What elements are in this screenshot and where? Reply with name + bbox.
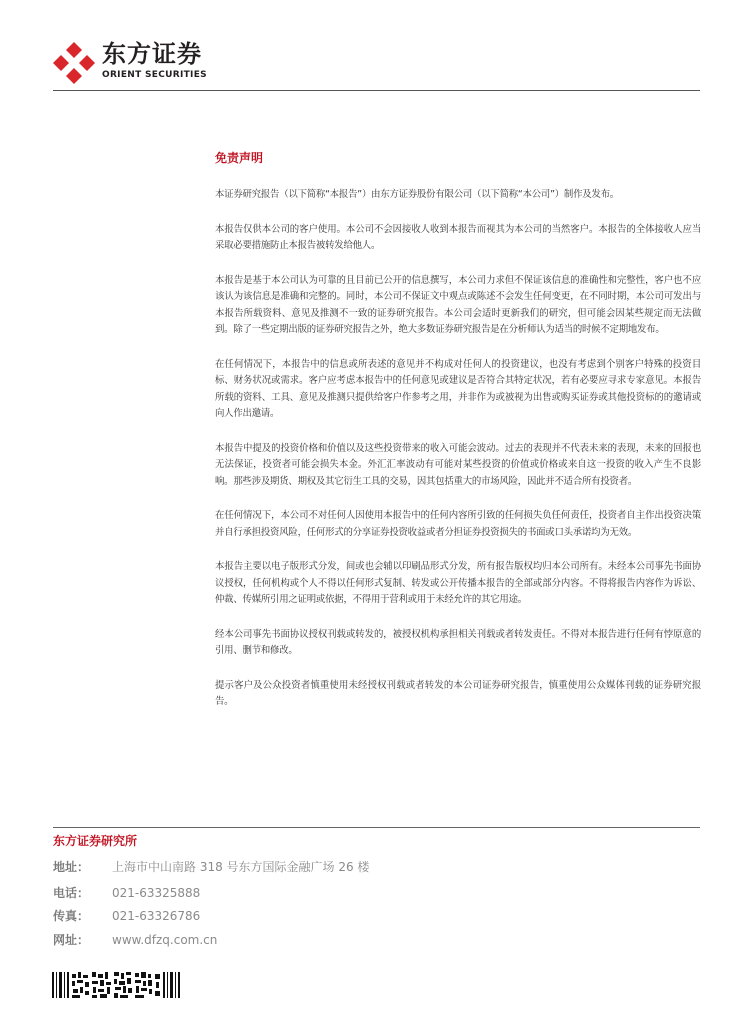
contact-value: 上海市中山南路 318 号东方国际金融广场 26 楼 [112, 860, 370, 874]
disclaimer-paragraph: 本报告主要以电子版形式分发，间或也会辅以印刷品形式分发，所有报告版权均归本公司所有。未经本公司事先书面协议授权，任何机构或个人不得以任何形式复制、转发或公开传播本报告的全部或部分内容。不得将报告内容作为诉讼、仲裁、传媒所引用之证明或依据，不得用于营利或用于未经允许的其它用途。 [215, 561, 701, 605]
contact-phone [53, 883, 553, 903]
header-divider [53, 90, 700, 91]
orient-securities-logo-icon [53, 42, 95, 84]
disclaimer-paragraph: 本报告是基于本公司认为可靠的且目前已公开的信息撰写，本公司力求但不保证该信息的准确性和完整性，客户也不应该认为该信息是准确和完整的。同时，本公司不保证文中观点或陈述不会发生任何变更，在不同时期，本公司可发出与本报告所载资料、意见及推测不一致的证券研究报告。本公司会适时更新我们的研究，但可能会因某些规定而无法做到。除了一些定期出版的证券研究报告之外，绝大多数证券研究报告是在分析师认为适当的时候不定期地发布。 [215, 274, 701, 335]
contact-fax [53, 906, 553, 926]
disclaimer-paragraph: 经本公司事先书面协议授权刊载或转发的，被授权机构承担相关刊载或者转发责任。不得对本报告进行任何有悖原意的引用、删节和修改。 [215, 628, 701, 656]
document-barcode-icon [52, 972, 180, 998]
logo-english-name: ORIENT SECURITIES [102, 70, 207, 80]
contact-value: 021-63325888 [112, 886, 201, 900]
contact-address [53, 857, 553, 877]
contact-label: 网址： [53, 933, 90, 947]
contact-label: 传真： [53, 909, 90, 923]
disclaimer-title: 免责声明 [215, 151, 264, 165]
contact-label: 电话： [53, 886, 90, 900]
disclaimer-section [215, 150, 701, 729]
contact-value: www.dfzq.com.cn [112, 933, 218, 947]
disclaimer-paragraph: 在任何情况下，本公司不对任何人因使用本报告中的任何内容所引致的任何损失负任何责任，投资者自主作出投资决策并自行承担投资风险，任何形式的分享证券投资收益或者分担证券投资损失的书面或口头承诺均为无效。 [215, 510, 701, 538]
disclaimer-paragraph: 在任何情况下，本报告中的信息或所表述的意见并不构成对任何人的投资建议，也没有考虑到个别客户特殊的投资目标、财务状况或需求。客户应考虑本报告中的任何意见或建议是否符合其特定状况，若有必要应寻求专家意见。本报告所载的资料、工具、意见及推测只提供给客户作参考之用，并非作为或被视为出售或购买证券或其他投资标的的邀请或向人作出邀请。 [215, 358, 701, 419]
disclaimer-paragraph: 本证券研究报告（以下简称“本报告”）由东方证券股份有限公司（以下简称“本公司”）制作及发布。 [215, 189, 619, 200]
logo-chinese-name: 东方证券 [102, 40, 202, 68]
footer-divider [53, 827, 700, 828]
disclaimer-paragraph: 本报告仅供本公司的客户使用。本公司不会因接收人收到本报告而视其为本公司的当然客户。本报告的全体接收人应当采取必要措施防止本报告被转发给他人。 [215, 223, 701, 251]
contact-label: 地址： [53, 860, 90, 874]
disclaimer-paragraph: 提示客户及公众投资者慎重使用未经授权刊载或者转发的本公司证券研究报告，慎重使用公众媒体刊载的证券研究报告。 [215, 679, 701, 707]
page-header [0, 0, 754, 92]
contact-website [53, 930, 553, 950]
institute-name: 东方证券研究所 [53, 834, 138, 848]
disclaimer-paragraph: 本报告中提及的投资价格和价值以及这些投资带来的收入可能会波动。过去的表现并不代表未来的表现，未来的回报也无法保证，投资者可能会损失本金。外汇汇率波动有可能对某些投资的价值或价格或来自这一投资的收入产生不良影响。那些涉及期货、期权及其它衍生工具的交易，因其包括重大的市场风险，因此并不适合所有投资者。 [215, 442, 701, 487]
contact-value: 021-63326786 [112, 909, 201, 923]
